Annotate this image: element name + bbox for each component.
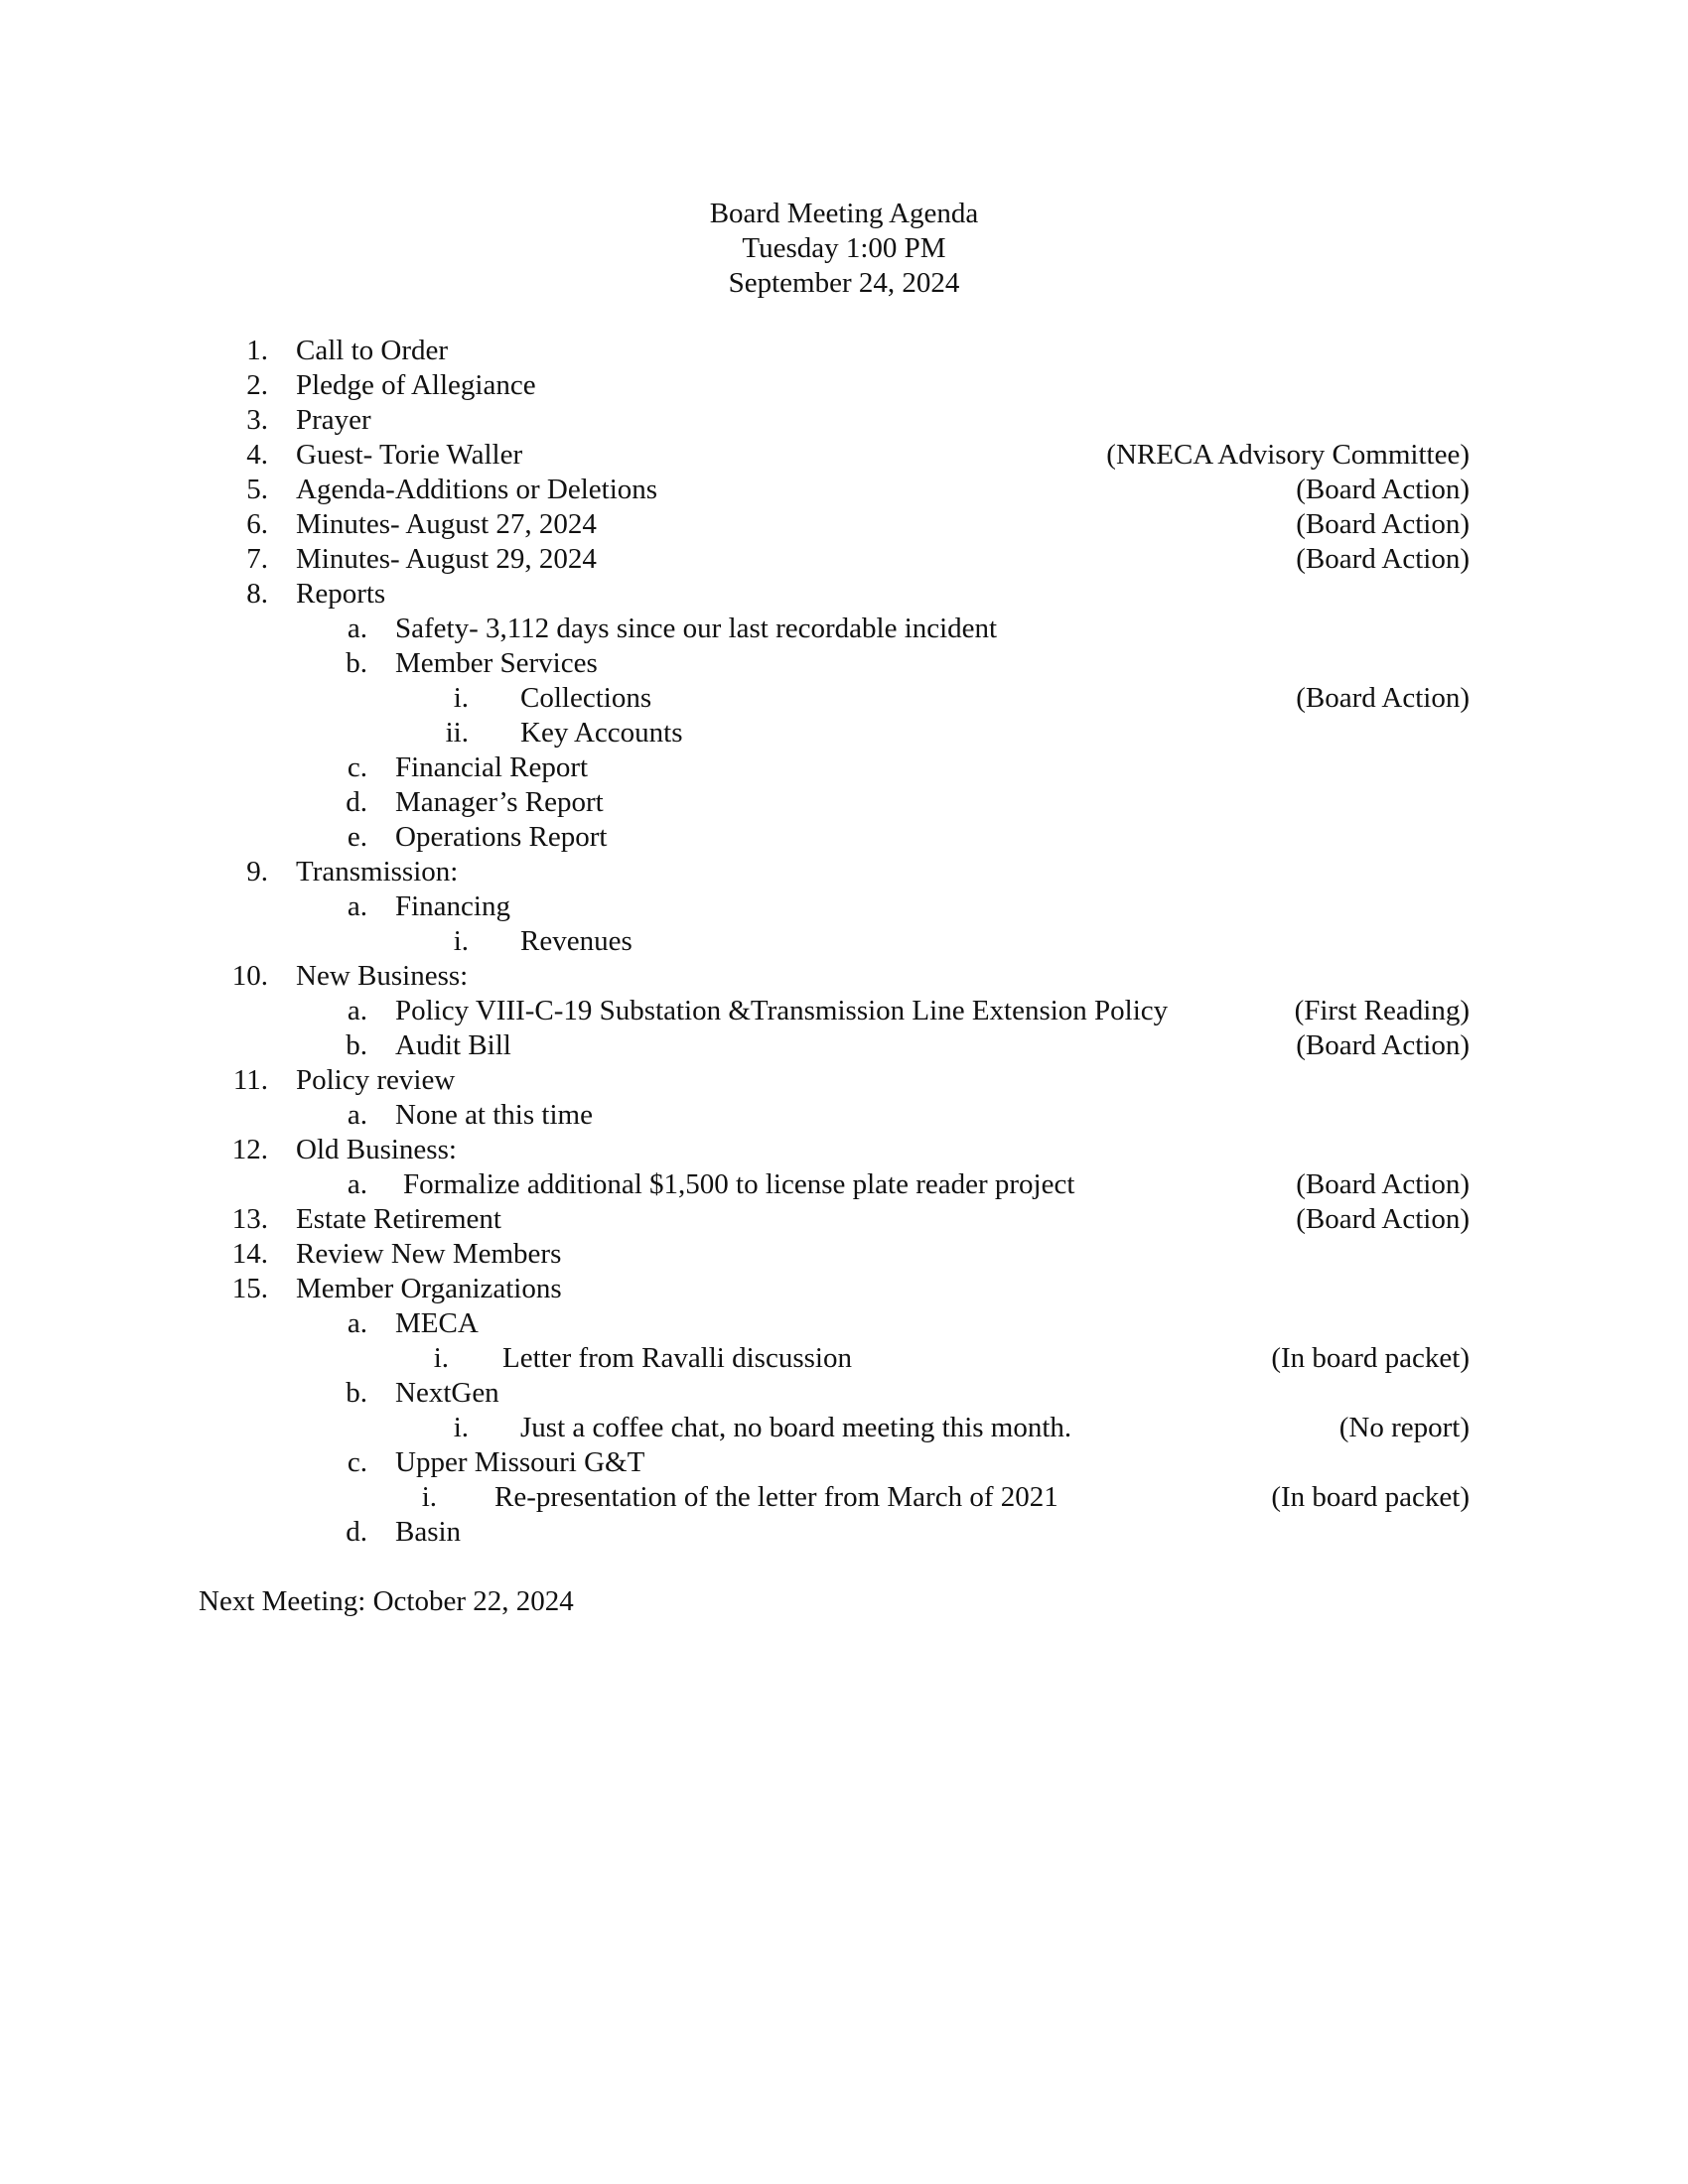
item-number: a.: [347, 890, 367, 922]
agenda-item: [0, 1063, 1688, 1098]
item-note: (Board Action): [1296, 543, 1470, 575]
agenda-subitem: [0, 612, 1688, 646]
item-note: (In board packet): [1271, 1481, 1470, 1513]
item-text: Just a coffee chat, no board meeting this month.: [520, 1412, 1072, 1443]
agenda-subitem: [0, 751, 1688, 785]
item-text: Member Organizations: [296, 1273, 562, 1304]
agenda-header: [0, 197, 1688, 301]
item-note: (Board Action): [1296, 474, 1470, 505]
item-number: e.: [347, 821, 367, 853]
agenda-subitem: [0, 785, 1688, 820]
agenda-subitem: [0, 889, 1688, 924]
agenda-title: Board Meeting Agenda: [709, 198, 979, 229]
item-number: a.: [347, 1099, 367, 1131]
agenda-subitem: [0, 1306, 1688, 1341]
agenda-item: [0, 438, 1688, 473]
item-number: 8.: [246, 578, 268, 610]
item-number: b.: [346, 647, 367, 679]
item-text: NextGen: [395, 1377, 499, 1409]
item-text: Pledge of Allegiance: [296, 369, 536, 401]
item-text: Policy VIII-C-19 Substation &Transmission Line Extension Policy: [395, 995, 1169, 1026]
item-text: Prayer: [296, 404, 371, 436]
agenda-item: [0, 1133, 1688, 1167]
item-number: 15.: [231, 1273, 268, 1304]
item-text: Safety- 3,112 days since our last recordable incident: [395, 613, 998, 644]
agenda-subitem: [0, 1028, 1688, 1063]
item-text: New Business:: [296, 960, 469, 992]
item-note: (NRECA Advisory Committee): [1106, 439, 1470, 471]
item-note: (First Reading): [1294, 995, 1470, 1026]
item-number: b.: [346, 1377, 367, 1409]
item-note: (Board Action): [1296, 1168, 1470, 1200]
item-number: i.: [453, 1412, 469, 1443]
item-number: c.: [347, 751, 367, 783]
item-number: c.: [347, 1446, 367, 1478]
agenda-subitem: [0, 820, 1688, 855]
item-note: (In board packet): [1271, 1342, 1470, 1374]
item-number: b.: [346, 1029, 367, 1061]
item-number: 3.: [246, 404, 268, 436]
item-text: Old Business:: [296, 1134, 457, 1165]
item-number: 14.: [231, 1238, 268, 1270]
item-text: Policy review: [296, 1064, 456, 1096]
agenda-item: [0, 959, 1688, 994]
item-text: Review New Members: [296, 1238, 562, 1270]
agenda-item: [0, 577, 1688, 612]
item-text: Reports: [296, 578, 386, 610]
agenda-subitem: [0, 646, 1688, 681]
agenda-item: [0, 507, 1688, 542]
item-number: a.: [347, 1168, 367, 1200]
item-text: Revenues: [520, 925, 633, 957]
item-number: 11.: [232, 1064, 268, 1096]
item-note: (Board Action): [1296, 1029, 1470, 1061]
item-text: Transmission:: [296, 856, 459, 887]
item-text: Financing: [395, 890, 510, 922]
item-number: a.: [347, 613, 367, 644]
item-text: Agenda-Additions or Deletions: [296, 474, 658, 505]
item-text: Collections: [520, 682, 652, 714]
item-text: Letter from Ravalli discussion: [502, 1342, 852, 1374]
agenda-subsubitem: [0, 924, 1688, 959]
item-number: ii.: [445, 717, 469, 749]
item-number: d.: [346, 1516, 367, 1548]
item-text: MECA: [395, 1307, 479, 1339]
item-number: d.: [346, 786, 367, 818]
item-text: Member Services: [395, 647, 598, 679]
agenda-item: [0, 542, 1688, 577]
agenda-subitem: [0, 1167, 1688, 1202]
next-meeting: Next Meeting: October 22, 2024: [199, 1585, 574, 1617]
item-number: 9.: [246, 856, 268, 887]
item-text: Financial Report: [395, 751, 589, 783]
item-number: i.: [433, 1342, 449, 1374]
item-note: (No report): [1338, 1412, 1470, 1443]
meeting-time: Tuesday 1:00 PM: [742, 232, 946, 264]
meeting-date: September 24, 2024: [728, 267, 960, 299]
item-text: None at this time: [395, 1099, 593, 1131]
item-number: 2.: [246, 369, 268, 401]
item-number: a.: [347, 995, 367, 1026]
item-number: 6.: [246, 508, 268, 540]
item-text: Operations Report: [395, 821, 608, 853]
agenda-item: [0, 1202, 1688, 1237]
item-number: 7.: [246, 543, 268, 575]
agenda-item: [0, 855, 1688, 889]
item-text: Upper Missouri G&T: [395, 1446, 645, 1478]
item-text: Minutes- August 29, 2024: [296, 543, 597, 575]
agenda-subsubitem: [0, 1411, 1688, 1445]
agenda-item: [0, 334, 1688, 368]
item-note: (Board Action): [1296, 1203, 1470, 1235]
item-text: Call to Order: [296, 335, 449, 366]
agenda-subsubitem: [0, 1341, 1688, 1376]
item-number: 12.: [231, 1134, 268, 1165]
agenda-subitem: [0, 994, 1688, 1028]
item-text: Manager’s Report: [395, 786, 604, 818]
agenda-subitem: [0, 1445, 1688, 1480]
item-text: Formalize additional $1,500 to license plate reader project: [403, 1168, 1075, 1200]
agenda-subitem: [0, 1098, 1688, 1133]
item-number: 13.: [231, 1203, 268, 1235]
agenda-list: [0, 334, 1688, 1550]
item-note: (Board Action): [1296, 508, 1470, 540]
agenda-item: [0, 403, 1688, 438]
item-number: 5.: [246, 474, 268, 505]
agenda-subitem: [0, 1515, 1688, 1550]
item-text: Re-presentation of the letter from March of 2021: [494, 1481, 1058, 1513]
item-text: Key Accounts: [520, 717, 683, 749]
agenda-subsubitem: [0, 1480, 1688, 1515]
agenda-subitem: [0, 1376, 1688, 1411]
item-text: Audit Bill: [395, 1029, 511, 1061]
item-text: Basin: [395, 1516, 462, 1548]
item-number: a.: [347, 1307, 367, 1339]
agenda-subsubitem: [0, 716, 1688, 751]
item-text: Minutes- August 27, 2024: [296, 508, 597, 540]
agenda-item: [0, 1272, 1688, 1306]
agenda-item: [0, 1237, 1688, 1272]
item-text: Estate Retirement: [296, 1203, 501, 1235]
item-number: 4.: [246, 439, 268, 471]
item-number: 10.: [231, 960, 268, 992]
item-number: i.: [453, 925, 469, 957]
agenda-item: [0, 473, 1688, 507]
item-text: Guest- Torie Waller: [296, 439, 523, 471]
item-number: 1.: [246, 335, 268, 366]
agenda-item: [0, 368, 1688, 403]
item-number: i.: [421, 1481, 437, 1513]
agenda-subsubitem: [0, 681, 1688, 716]
item-note: (Board Action): [1296, 682, 1470, 714]
item-number: i.: [453, 682, 469, 714]
